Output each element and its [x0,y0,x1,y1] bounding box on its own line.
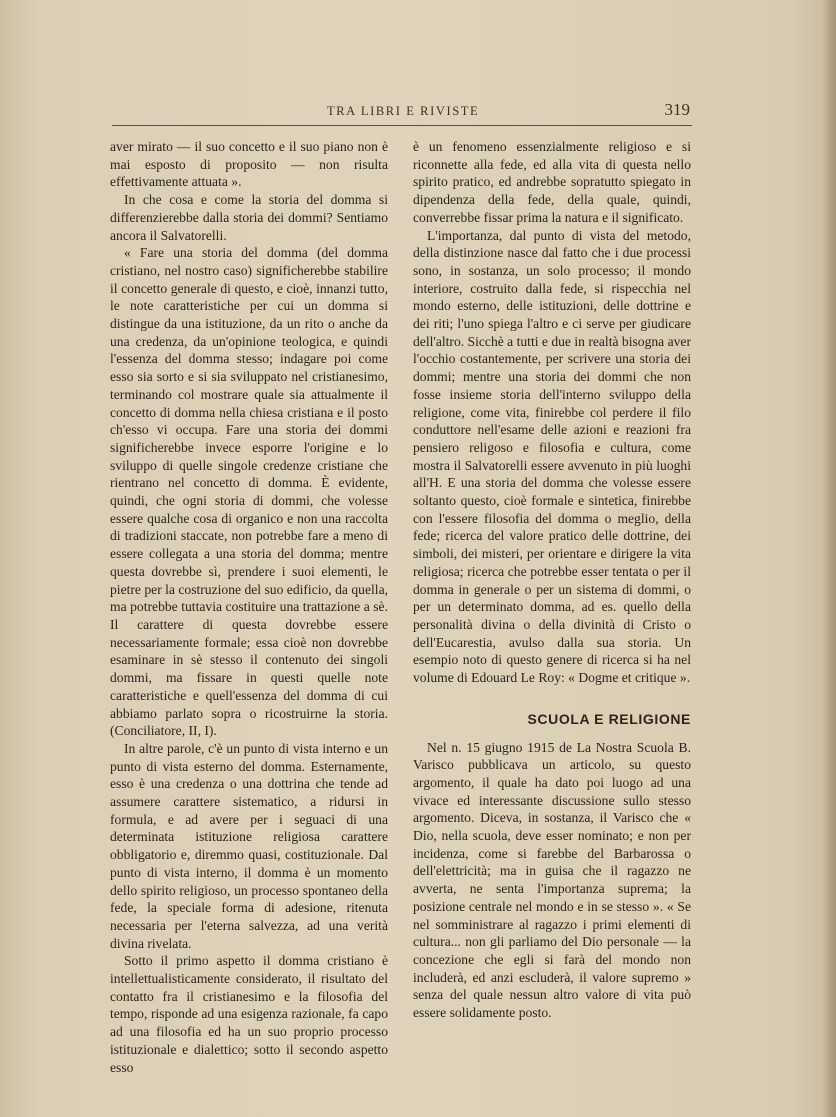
paragraph: Nel n. 15 giugno 1915 de La Nostra Scuola B. Varisco pubblicava un articolo, su questo argomento, il quale ha dato poi luogo ad una vivace ed interessante discussione sullo stesso argomento. Diceva, in sostanza, il Varisco che « Dio, nella scuola, deve esser nominato; e non per incidenza, come si farebbe del Barbarossa o dell'elettricità; ma in guisa che il ragazzo ne avverta, ne senta l'importanza suprema; la posizione centrale nel mondo e in se stesso ». « Se nel somministrare al ragazzo i primi elementi di cultura... non gli parliamo del Dio personale — la concezione che egli si farà del mondo non includerà, ed anzi escluderà, il valore supremo » senza del quale nessun altro valore di vita può essere solidamente posto. [413,739,691,1021]
paragraph: « Fare una storia del domma (del domma cristiano, nel nostro caso) significherebbe stabilire il concetto generale di questo, e cioè, innanzi tutto, le note caratteristiche per cui un domma si distingue da una istituzione, da un rito o anche da una credenza, da un'opinione teologica, e quindi l'essenza del domma stesso; indagare poi come esso sia sorto e si sia sviluppato nel cristianesimo, terminando col mostrare quale sia attualmente il concetto di domma nella chiesa cristiana e il posto ch'esso vi occupa. Fare una storia dei dommi significherebbe invece esporre l'origine e lo sviluppo di quelle singole credenze cristiane che rientrano nel concetto di domma. È evidente, quindi, che ogni storia di dommi, che volesse essere qualche cosa di organico e non una raccolta di tradizioni staccate, non potrebbe fare a meno di essere collegata a una storia del domma; mentre questa dovrebbe sì, prendere i suoi elementi, le pietre per la costruzione del suo edificio, da quella, ma potrebbe tuttavia costituire una trattazione a sè. Il carattere di questa dovrebbe essere necessariamente formale; essa cioè non dovrebbe esaminare in sè stesso il contenuto dei singoli dommi, ma fissare in questi quelle note caratteristiche e quell'essenza del domma di cui abbiamo parlato sopra o ricostruirne la storia. (Conciliatore, II, I). [110,245,388,739]
paragraph: aver mirato — il suo concetto e il suo piano non è mai esposto di proposito — non risulta effettivamente attuata ». [110,139,388,190]
paragraph: Sotto il primo aspetto il domma cristiano è intellettualisticamente considerato, il risultato del contatto fra il cristianesimo e la filosofia del tempo, risponde ad una esigenza razionale, fa capo ad una filosofia ed ha un suo proprio processo istituzionale e dialettico; sotto il secondo aspetto esso [110,953,388,1075]
right-column [413,138,691,1022]
page-number: 319 [664,100,690,119]
left-column [110,138,388,1076]
running-title: TRA LIBRI E RIVISTE [327,104,480,118]
section-heading: SCUOLA E RELIGIONE [527,710,691,727]
page-edge-shadow [822,0,836,1117]
header-rule [112,125,692,126]
paragraph: è un fenomeno essenzialmente religioso e si riconnette alla fede, ed alla vita di questa nello spirito pratico, ed andrebbe sopratutto spiegato in dipendenza della fede, della quale, quindi, converrebbe fissar prima la natura e il significato. [413,139,691,225]
paragraph: In altre parole, c'è un punto di vista interno e un punto di vista esterno del domma. Esternamente, esso è una credenza o una dottrina che tende ad assumere carattere sistematico, a ridursi in formula, e ad avere per i seguaci di una determinata istituzione religiosa carattere obbligatorio e, diremmo quasi, costituzionale. Dal punto di vista interno, il domma è un momento dello spirito religioso, un processo spontaneo della fede, la speciale forma di adesione, ritenuta necessaria per l'eterna salvezza, ad una verità divina rivelata. [110,740,388,951]
paragraph: L'importanza, dal punto di vista del metodo, della distinzione nasce dal fatto che i due processi sono, in sostanza, un solo processo; il mondo interiore, costruito dalla fede, si rispecchia nel mondo esterno, delle istituzioni, delle dottrine e dei riti; l'uno spiega l'altro e ci serve per giudicare dell'altro. Sicchè a tutti e due in realtà bisogna aver l'occhio costantemente, per scrivere una storia dei dommi; mentre una storia dei dommi che non fosse insieme storia dell'interno sviluppo della religione, come vita, finirebbe col perdere il filo conduttore nell'esame delle azioni e reazioni fra pensiero religoso e filosofia e cultura, come mostra il Salvatorelli essere avvenuto in più luoghi all'H. E una storia del domma che volesse essere soltanto questo, cioè formale e sintetica, finirebbe con l'essere filosofia del domma o meglio, della fede; ricerca del valore pratico delle dottrine, dei simboli, dei misteri, per orientare e dirigere la vita religiosa; ricerca che potrebbe esser tentata o per il domma in generale o per un sistema di dommi, o per un determinato domma, ad es. quello della personalità divina o della divinità di Cristo o dell'Eucarestia, avulso dalla sua storia. Un esempio noto di questo genere di ricerca si ha nel volume di Edouard Le Roy: « Dogme et critique ». [413,227,691,686]
page-header [112,100,692,122]
paragraph: In che cosa e come la storia del domma si differenzierebbe dalla storia dei dommi? Sentiamo ancora il Salvatorelli. [110,192,388,243]
